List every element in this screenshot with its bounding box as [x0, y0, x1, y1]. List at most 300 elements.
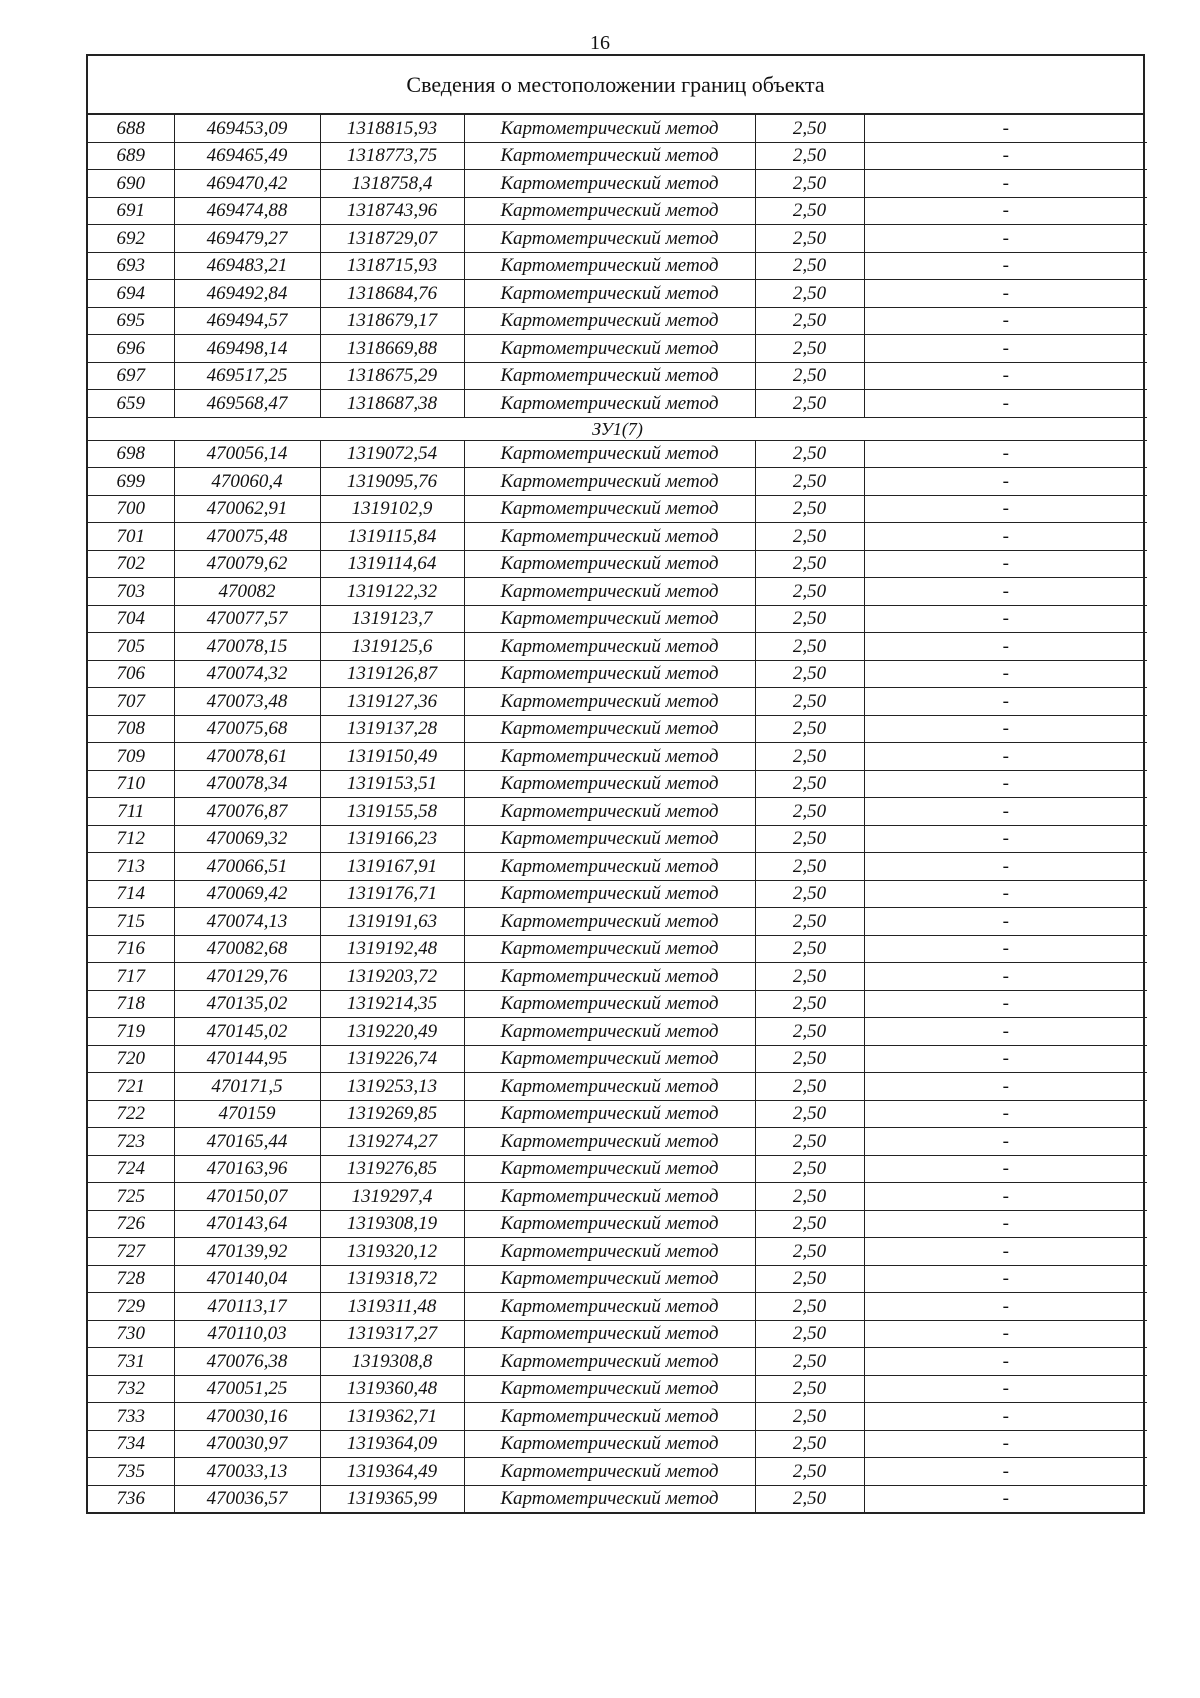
accuracy-cell: 2,50	[755, 1183, 864, 1211]
point-number-cell: 695	[88, 307, 174, 335]
table-row	[88, 468, 1147, 496]
table-row	[88, 1100, 1147, 1128]
section-label: ЗУ1(7)	[88, 417, 1147, 440]
table-row	[88, 307, 1147, 335]
method-cell: Картометрический метод	[464, 1375, 755, 1403]
table-row	[88, 1403, 1147, 1431]
method-cell: Картометрический метод	[464, 362, 755, 390]
method-cell: Картометрический метод	[464, 1265, 755, 1293]
note-cell: -	[864, 1183, 1147, 1211]
accuracy-cell: 2,50	[755, 495, 864, 523]
table-row	[88, 1210, 1147, 1238]
y-coordinate-cell: 1319191,63	[320, 908, 464, 936]
x-coordinate-cell: 470145,02	[174, 1018, 320, 1046]
x-coordinate-cell: 470144,95	[174, 1045, 320, 1073]
table-row	[88, 280, 1147, 308]
point-number-cell: 692	[88, 225, 174, 253]
point-number-cell: 725	[88, 1183, 174, 1211]
note-cell: -	[864, 1100, 1147, 1128]
note-cell: -	[864, 1265, 1147, 1293]
x-coordinate-cell: 470069,32	[174, 825, 320, 853]
y-coordinate-cell: 1319365,99	[320, 1485, 464, 1512]
point-number-cell: 730	[88, 1320, 174, 1348]
boundary-table-sheet	[86, 54, 1145, 1514]
point-number-cell: 723	[88, 1128, 174, 1156]
note-cell: -	[864, 1348, 1147, 1376]
method-cell: Картометрический метод	[464, 468, 755, 496]
method-cell: Картометрический метод	[464, 798, 755, 826]
coordinates-table	[88, 115, 1147, 1512]
point-number-cell: 691	[88, 197, 174, 225]
point-number-cell: 713	[88, 853, 174, 881]
method-cell: Картометрический метод	[464, 605, 755, 633]
note-cell: -	[864, 1210, 1147, 1238]
table-row	[88, 390, 1147, 418]
point-number-cell: 702	[88, 550, 174, 578]
note-cell: -	[864, 1375, 1147, 1403]
x-coordinate-cell: 470056,14	[174, 440, 320, 468]
y-coordinate-cell: 1319318,72	[320, 1265, 464, 1293]
method-cell: Картометрический метод	[464, 252, 755, 280]
note-cell: -	[864, 1403, 1147, 1431]
method-cell: Картометрический метод	[464, 440, 755, 468]
method-cell: Картометрический метод	[464, 1293, 755, 1321]
table-row	[88, 963, 1147, 991]
method-cell: Картометрический метод	[464, 1320, 755, 1348]
table-row	[88, 440, 1147, 468]
method-cell: Картометрический метод	[464, 307, 755, 335]
accuracy-cell: 2,50	[755, 390, 864, 418]
accuracy-cell: 2,50	[755, 715, 864, 743]
note-cell: -	[864, 1128, 1147, 1156]
note-cell: -	[864, 578, 1147, 606]
method-cell: Картометрический метод	[464, 963, 755, 991]
accuracy-cell: 2,50	[755, 1485, 864, 1512]
y-coordinate-cell: 1319317,27	[320, 1320, 464, 1348]
section-row	[88, 417, 1147, 440]
accuracy-cell: 2,50	[755, 1238, 864, 1266]
note-cell: -	[864, 197, 1147, 225]
point-number-cell: 726	[88, 1210, 174, 1238]
accuracy-cell: 2,50	[755, 468, 864, 496]
x-coordinate-cell: 469492,84	[174, 280, 320, 308]
accuracy-cell: 2,50	[755, 1320, 864, 1348]
accuracy-cell: 2,50	[755, 1293, 864, 1321]
point-number-cell: 697	[88, 362, 174, 390]
x-coordinate-cell: 470129,76	[174, 963, 320, 991]
point-number-cell: 715	[88, 908, 174, 936]
note-cell: -	[864, 390, 1147, 418]
note-cell: -	[864, 280, 1147, 308]
y-coordinate-cell: 1319220,49	[320, 1018, 464, 1046]
method-cell: Картометрический метод	[464, 197, 755, 225]
point-number-cell: 698	[88, 440, 174, 468]
x-coordinate-cell: 469483,21	[174, 252, 320, 280]
point-number-cell: 734	[88, 1430, 174, 1458]
table-row	[88, 495, 1147, 523]
note-cell: -	[864, 633, 1147, 661]
x-coordinate-cell: 469568,47	[174, 390, 320, 418]
note-cell: -	[864, 170, 1147, 198]
y-coordinate-cell: 1319308,8	[320, 1348, 464, 1376]
method-cell: Картометрический метод	[464, 935, 755, 963]
note-cell: -	[864, 307, 1147, 335]
y-coordinate-cell: 1318675,29	[320, 362, 464, 390]
accuracy-cell: 2,50	[755, 335, 864, 363]
method-cell: Картометрический метод	[464, 1458, 755, 1486]
table-row	[88, 578, 1147, 606]
accuracy-cell: 2,50	[755, 605, 864, 633]
accuracy-cell: 2,50	[755, 142, 864, 170]
note-cell: -	[864, 853, 1147, 881]
note-cell: -	[864, 743, 1147, 771]
method-cell: Картометрический метод	[464, 1155, 755, 1183]
point-number-cell: 731	[88, 1348, 174, 1376]
y-coordinate-cell: 1319360,48	[320, 1375, 464, 1403]
point-number-cell: 711	[88, 798, 174, 826]
point-number-cell: 729	[88, 1293, 174, 1321]
y-coordinate-cell: 1318687,38	[320, 390, 464, 418]
table-row	[88, 1045, 1147, 1073]
point-number-cell: 732	[88, 1375, 174, 1403]
note-cell: -	[864, 1458, 1147, 1486]
accuracy-cell: 2,50	[755, 1018, 864, 1046]
point-number-cell: 704	[88, 605, 174, 633]
x-coordinate-cell: 470079,62	[174, 550, 320, 578]
note-cell: -	[864, 252, 1147, 280]
point-number-cell: 727	[88, 1238, 174, 1266]
y-coordinate-cell: 1319102,9	[320, 495, 464, 523]
method-cell: Картометрический метод	[464, 1045, 755, 1073]
method-cell: Картометрический метод	[464, 1210, 755, 1238]
method-cell: Картометрический метод	[464, 1403, 755, 1431]
accuracy-cell: 2,50	[755, 770, 864, 798]
table-row	[88, 335, 1147, 363]
accuracy-cell: 2,50	[755, 1375, 864, 1403]
x-coordinate-cell: 469474,88	[174, 197, 320, 225]
table-row	[88, 743, 1147, 771]
y-coordinate-cell: 1319095,76	[320, 468, 464, 496]
accuracy-cell: 2,50	[755, 1155, 864, 1183]
accuracy-cell: 2,50	[755, 1128, 864, 1156]
note-cell: -	[864, 1238, 1147, 1266]
x-coordinate-cell: 470082,68	[174, 935, 320, 963]
method-cell: Картометрический метод	[464, 1073, 755, 1101]
accuracy-cell: 2,50	[755, 197, 864, 225]
y-coordinate-cell: 1319269,85	[320, 1100, 464, 1128]
point-number-cell: 701	[88, 523, 174, 551]
point-number-cell: 719	[88, 1018, 174, 1046]
y-coordinate-cell: 1319072,54	[320, 440, 464, 468]
table-row	[88, 1018, 1147, 1046]
method-cell: Картометрический метод	[464, 170, 755, 198]
y-coordinate-cell: 1319127,36	[320, 688, 464, 716]
method-cell: Картометрический метод	[464, 1430, 755, 1458]
accuracy-cell: 2,50	[755, 990, 864, 1018]
method-cell: Картометрический метод	[464, 1100, 755, 1128]
accuracy-cell: 2,50	[755, 550, 864, 578]
accuracy-cell: 2,50	[755, 743, 864, 771]
y-coordinate-cell: 1319122,32	[320, 578, 464, 606]
accuracy-cell: 2,50	[755, 688, 864, 716]
accuracy-cell: 2,50	[755, 880, 864, 908]
y-coordinate-cell: 1318669,88	[320, 335, 464, 363]
note-cell: -	[864, 963, 1147, 991]
x-coordinate-cell: 470143,64	[174, 1210, 320, 1238]
method-cell: Картометрический метод	[464, 1348, 755, 1376]
method-cell: Картометрический метод	[464, 550, 755, 578]
method-cell: Картометрический метод	[464, 743, 755, 771]
point-number-cell: 693	[88, 252, 174, 280]
y-coordinate-cell: 1319364,49	[320, 1458, 464, 1486]
method-cell: Картометрический метод	[464, 770, 755, 798]
method-cell: Картометрический метод	[464, 853, 755, 881]
note-cell: -	[864, 1073, 1147, 1101]
table-row	[88, 170, 1147, 198]
x-coordinate-cell: 470062,91	[174, 495, 320, 523]
accuracy-cell: 2,50	[755, 280, 864, 308]
table-row	[88, 1348, 1147, 1376]
accuracy-cell: 2,50	[755, 633, 864, 661]
point-number-cell: 709	[88, 743, 174, 771]
table-row	[88, 880, 1147, 908]
y-coordinate-cell: 1319362,71	[320, 1403, 464, 1431]
note-cell: -	[864, 1430, 1147, 1458]
method-cell: Картометрический метод	[464, 225, 755, 253]
y-coordinate-cell: 1319126,87	[320, 660, 464, 688]
point-number-cell: 708	[88, 715, 174, 743]
table-row	[88, 550, 1147, 578]
x-coordinate-cell: 469479,27	[174, 225, 320, 253]
table-row	[88, 1155, 1147, 1183]
point-number-cell: 689	[88, 142, 174, 170]
point-number-cell: 690	[88, 170, 174, 198]
y-coordinate-cell: 1319226,74	[320, 1045, 464, 1073]
y-coordinate-cell: 1319214,35	[320, 990, 464, 1018]
table-row	[88, 115, 1147, 142]
x-coordinate-cell: 469494,57	[174, 307, 320, 335]
y-coordinate-cell: 1319308,19	[320, 1210, 464, 1238]
y-coordinate-cell: 1319150,49	[320, 743, 464, 771]
point-number-cell: 710	[88, 770, 174, 798]
note-cell: -	[864, 523, 1147, 551]
accuracy-cell: 2,50	[755, 908, 864, 936]
x-coordinate-cell: 470074,32	[174, 660, 320, 688]
x-coordinate-cell: 469498,14	[174, 335, 320, 363]
x-coordinate-cell: 469453,09	[174, 115, 320, 142]
x-coordinate-cell: 469470,42	[174, 170, 320, 198]
method-cell: Картометрический метод	[464, 990, 755, 1018]
method-cell: Картометрический метод	[464, 142, 755, 170]
x-coordinate-cell: 470074,13	[174, 908, 320, 936]
method-cell: Картометрический метод	[464, 633, 755, 661]
method-cell: Картометрический метод	[464, 660, 755, 688]
point-number-cell: 696	[88, 335, 174, 363]
note-cell: -	[864, 990, 1147, 1018]
point-number-cell: 716	[88, 935, 174, 963]
x-coordinate-cell: 470076,87	[174, 798, 320, 826]
note-cell: -	[864, 715, 1147, 743]
method-cell: Картометрический метод	[464, 523, 755, 551]
table-row	[88, 142, 1147, 170]
table-row	[88, 523, 1147, 551]
x-coordinate-cell: 470033,13	[174, 1458, 320, 1486]
table-row	[88, 1265, 1147, 1293]
accuracy-cell: 2,50	[755, 1210, 864, 1238]
table-row	[88, 688, 1147, 716]
x-coordinate-cell: 469517,25	[174, 362, 320, 390]
point-number-cell: 722	[88, 1100, 174, 1128]
table-row	[88, 605, 1147, 633]
point-number-cell: 735	[88, 1458, 174, 1486]
point-number-cell: 721	[88, 1073, 174, 1101]
table-row	[88, 1238, 1147, 1266]
point-number-cell: 707	[88, 688, 174, 716]
x-coordinate-cell: 470165,44	[174, 1128, 320, 1156]
point-number-cell: 700	[88, 495, 174, 523]
y-coordinate-cell: 1319123,7	[320, 605, 464, 633]
x-coordinate-cell: 470075,68	[174, 715, 320, 743]
x-coordinate-cell: 470171,5	[174, 1073, 320, 1101]
x-coordinate-cell: 470110,03	[174, 1320, 320, 1348]
method-cell: Картометрический метод	[464, 1128, 755, 1156]
method-cell: Картометрический метод	[464, 1183, 755, 1211]
method-cell: Картометрический метод	[464, 1485, 755, 1512]
y-coordinate-cell: 1319115,84	[320, 523, 464, 551]
note-cell: -	[864, 770, 1147, 798]
y-coordinate-cell: 1319176,71	[320, 880, 464, 908]
method-cell: Картометрический метод	[464, 390, 755, 418]
table-row	[88, 633, 1147, 661]
note-cell: -	[864, 115, 1147, 142]
point-number-cell: 703	[88, 578, 174, 606]
table-row	[88, 908, 1147, 936]
note-cell: -	[864, 362, 1147, 390]
method-cell: Картометрический метод	[464, 715, 755, 743]
accuracy-cell: 2,50	[755, 170, 864, 198]
note-cell: -	[864, 468, 1147, 496]
y-coordinate-cell: 1318815,93	[320, 115, 464, 142]
accuracy-cell: 2,50	[755, 1100, 864, 1128]
note-cell: -	[864, 1045, 1147, 1073]
y-coordinate-cell: 1319203,72	[320, 963, 464, 991]
note-cell: -	[864, 1485, 1147, 1512]
y-coordinate-cell: 1319253,13	[320, 1073, 464, 1101]
point-number-cell: 733	[88, 1403, 174, 1431]
table-row	[88, 252, 1147, 280]
point-number-cell: 736	[88, 1485, 174, 1512]
note-cell: -	[864, 798, 1147, 826]
x-coordinate-cell: 470135,02	[174, 990, 320, 1018]
table-row	[88, 1183, 1147, 1211]
note-cell: -	[864, 1320, 1147, 1348]
x-coordinate-cell: 470051,25	[174, 1375, 320, 1403]
y-coordinate-cell: 1318758,4	[320, 170, 464, 198]
x-coordinate-cell: 470163,96	[174, 1155, 320, 1183]
method-cell: Картометрический метод	[464, 280, 755, 308]
method-cell: Картометрический метод	[464, 335, 755, 363]
page-number: 16	[590, 32, 610, 54]
accuracy-cell: 2,50	[755, 660, 864, 688]
x-coordinate-cell: 470030,97	[174, 1430, 320, 1458]
point-number-cell: 720	[88, 1045, 174, 1073]
table-row	[88, 770, 1147, 798]
accuracy-cell: 2,50	[755, 523, 864, 551]
note-cell: -	[864, 335, 1147, 363]
x-coordinate-cell: 470066,51	[174, 853, 320, 881]
y-coordinate-cell: 1319274,27	[320, 1128, 464, 1156]
y-coordinate-cell: 1318773,75	[320, 142, 464, 170]
y-coordinate-cell: 1319137,28	[320, 715, 464, 743]
table-row	[88, 715, 1147, 743]
accuracy-cell: 2,50	[755, 1045, 864, 1073]
x-coordinate-cell: 470159	[174, 1100, 320, 1128]
note-cell: -	[864, 908, 1147, 936]
table-row	[88, 1430, 1147, 1458]
accuracy-cell: 2,50	[755, 307, 864, 335]
table-row	[88, 935, 1147, 963]
accuracy-cell: 2,50	[755, 225, 864, 253]
y-coordinate-cell: 1319311,48	[320, 1293, 464, 1321]
x-coordinate-cell: 470082	[174, 578, 320, 606]
accuracy-cell: 2,50	[755, 1348, 864, 1376]
point-number-cell: 728	[88, 1265, 174, 1293]
note-cell: -	[864, 225, 1147, 253]
note-cell: -	[864, 495, 1147, 523]
point-number-cell: 714	[88, 880, 174, 908]
table-row	[88, 1375, 1147, 1403]
y-coordinate-cell: 1319155,58	[320, 798, 464, 826]
point-number-cell: 717	[88, 963, 174, 991]
table-row	[88, 853, 1147, 881]
accuracy-cell: 2,50	[755, 798, 864, 826]
table-row	[88, 1073, 1147, 1101]
note-cell: -	[864, 660, 1147, 688]
accuracy-cell: 2,50	[755, 440, 864, 468]
note-cell: -	[864, 142, 1147, 170]
x-coordinate-cell: 470150,07	[174, 1183, 320, 1211]
y-coordinate-cell: 1319167,91	[320, 853, 464, 881]
table-row	[88, 197, 1147, 225]
point-number-cell: 724	[88, 1155, 174, 1183]
accuracy-cell: 2,50	[755, 825, 864, 853]
table-row	[88, 1320, 1147, 1348]
method-cell: Картометрический метод	[464, 578, 755, 606]
note-cell: -	[864, 1155, 1147, 1183]
x-coordinate-cell: 470030,16	[174, 1403, 320, 1431]
accuracy-cell: 2,50	[755, 115, 864, 142]
table-row	[88, 1485, 1147, 1512]
y-coordinate-cell: 1318715,93	[320, 252, 464, 280]
accuracy-cell: 2,50	[755, 853, 864, 881]
y-coordinate-cell: 1319125,6	[320, 633, 464, 661]
y-coordinate-cell: 1319114,64	[320, 550, 464, 578]
note-cell: -	[864, 1018, 1147, 1046]
table-row	[88, 225, 1147, 253]
point-number-cell: 659	[88, 390, 174, 418]
point-number-cell: 688	[88, 115, 174, 142]
accuracy-cell: 2,50	[755, 963, 864, 991]
accuracy-cell: 2,50	[755, 1458, 864, 1486]
y-coordinate-cell: 1318679,17	[320, 307, 464, 335]
table-row	[88, 825, 1147, 853]
y-coordinate-cell: 1319297,4	[320, 1183, 464, 1211]
note-cell: -	[864, 880, 1147, 908]
y-coordinate-cell: 1319166,23	[320, 825, 464, 853]
y-coordinate-cell: 1319153,51	[320, 770, 464, 798]
coordinates-table-body	[88, 115, 1147, 1512]
method-cell: Картометрический метод	[464, 495, 755, 523]
